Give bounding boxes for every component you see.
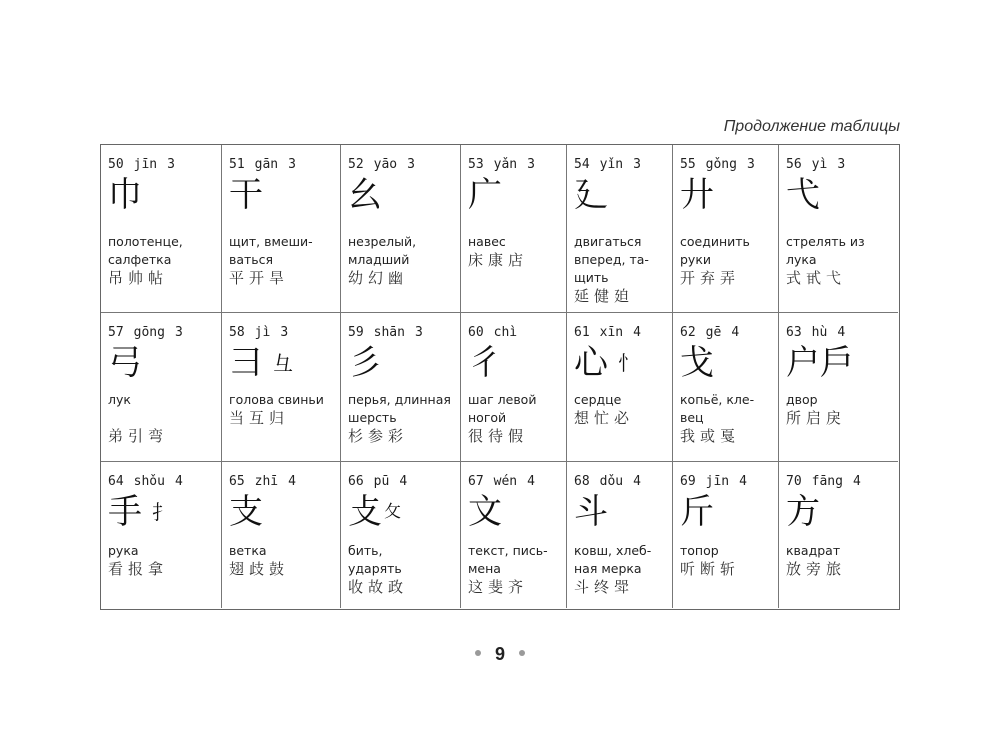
radical-meaning: лук — [108, 392, 131, 407]
radical-stroke-count: 4 — [852, 474, 861, 489]
radicals-table — [100, 144, 900, 610]
radical-glyph: 弋 — [786, 175, 820, 215]
radical-meaning: стрелять из лука — [786, 234, 865, 267]
radical-glyph-line — [229, 343, 340, 383]
table-continuation-caption: Продолжение таблицы — [723, 118, 900, 135]
radical-meaning: шаг левой ногой — [468, 392, 537, 425]
radical-pinyin: hù — [811, 325, 828, 340]
radical-examples: 平开旱 — [229, 269, 290, 287]
radical-cell — [222, 313, 341, 462]
radical-stroke-count: 3 — [414, 325, 423, 340]
radical-pinyin: yǐn — [599, 157, 624, 172]
radical-number: 55 — [680, 157, 696, 172]
radical-glyph-line — [348, 492, 460, 532]
radical-cell — [461, 145, 567, 313]
radical-glyph-line — [786, 343, 898, 383]
radical-glyph-line — [229, 492, 340, 532]
radical-pinyin: xīn — [599, 325, 624, 340]
radical-header — [468, 157, 566, 173]
radical-number: 52 — [348, 157, 364, 172]
radical-stroke-count: 4 — [527, 474, 535, 489]
radical-glyph: 手 — [108, 492, 142, 532]
radical-meaning: бить, ударять — [348, 543, 402, 576]
radical-number: 60 — [468, 325, 484, 340]
radical-cell — [101, 313, 222, 462]
radical-cell — [673, 313, 779, 462]
radical-header — [680, 474, 778, 490]
radical-glyph-line — [680, 175, 778, 215]
radical-number: 58 — [229, 325, 245, 340]
radical-header — [680, 325, 778, 341]
radical-glyph-line — [108, 492, 221, 532]
radical-number: 70 — [786, 474, 802, 489]
radical-stroke-count: 3 — [527, 157, 535, 172]
radical-meaning: незрелый, младший — [348, 234, 417, 267]
radical-pinyin: gān — [254, 157, 279, 172]
radical-number: 56 — [786, 157, 802, 172]
radical-cell — [779, 462, 898, 608]
radical-examples: 翅歧鼓 — [229, 560, 290, 578]
radical-stroke-count: 4 — [633, 474, 641, 489]
radical-glyph-line — [786, 492, 898, 532]
radical-meaning: полотенце, салфетка — [108, 234, 183, 267]
radical-pinyin: jīn — [133, 157, 158, 172]
radical-stroke-count: 4 — [731, 325, 740, 340]
radical-glyph: 广 — [468, 175, 502, 215]
radical-examples: 想忙必 — [574, 409, 635, 427]
radical-stroke-count: 3 — [837, 157, 846, 172]
radical-meaning: навес — [468, 234, 506, 249]
radical-examples: 杉参彩 — [348, 427, 409, 445]
radical-glyph-line — [468, 343, 566, 383]
radical-pinyin: jì — [254, 325, 271, 340]
radical-pinyin: zhī — [254, 474, 279, 489]
radical-number: 65 — [229, 474, 245, 489]
radical-pinyin: shān — [373, 325, 405, 340]
radical-header — [348, 474, 460, 490]
radical-glyph: 斗 — [574, 492, 608, 532]
radical-cell — [673, 145, 779, 313]
radical-number: 62 — [680, 325, 696, 340]
radical-cell — [567, 462, 673, 608]
radical-examples: 吊帅帖 — [108, 269, 169, 287]
radical-header — [574, 474, 672, 490]
radical-pinyin: gǒng — [705, 157, 737, 172]
radical-glyph-line — [468, 492, 566, 532]
radical-number: 61 — [574, 325, 590, 340]
radical-meaning: топор — [680, 543, 719, 558]
radical-glyph-line — [348, 175, 460, 215]
radical-glyph: 攴 — [348, 492, 382, 532]
radical-header — [348, 325, 460, 341]
radical-variant: 戶 — [820, 343, 854, 383]
radical-examples: 听断斩 — [680, 560, 741, 578]
radical-glyph-line — [574, 343, 672, 383]
radical-stroke-count: 3 — [746, 157, 755, 172]
radical-pinyin: yāo — [373, 157, 398, 172]
radical-pinyin: shǒu — [133, 474, 165, 489]
radical-header — [229, 157, 340, 173]
radical-examples: 床康店 — [468, 251, 529, 269]
radical-meaning: соединить руки — [680, 234, 750, 267]
radical-number: 51 — [229, 157, 245, 172]
radical-stroke-count: 3 — [288, 157, 296, 172]
radical-variant: 扌 — [152, 500, 172, 524]
radical-pinyin: jīn — [705, 474, 730, 489]
page-dot-left — [475, 650, 481, 656]
radical-pinyin: wén — [493, 474, 518, 489]
radical-cell — [341, 462, 461, 608]
radical-number: 59 — [348, 325, 364, 340]
radical-stroke-count: 4 — [837, 325, 846, 340]
radical-number: 64 — [108, 474, 124, 489]
radical-cell — [101, 462, 222, 608]
radical-header — [786, 157, 898, 173]
radical-meaning: ветка — [229, 543, 267, 558]
radical-glyph: 戈 — [680, 343, 714, 383]
radical-glyph-line — [468, 175, 566, 215]
radical-examples: 我或戛 — [680, 427, 741, 445]
radical-cell — [461, 462, 567, 608]
radical-cell — [341, 313, 461, 462]
radical-glyph: 斤 — [680, 492, 714, 532]
radical-glyph: 支 — [229, 492, 263, 532]
radical-stroke-count: 3 — [633, 157, 641, 172]
radical-header — [108, 474, 221, 490]
radical-glyph: 文 — [468, 492, 502, 532]
radical-examples: 很待假 — [468, 427, 529, 445]
radical-glyph: 方 — [786, 492, 820, 532]
radical-pinyin: chì — [493, 325, 518, 340]
radical-stroke-count: 3 — [167, 157, 175, 172]
radical-stroke-count: 4 — [739, 474, 747, 489]
radical-glyph: 彡 — [348, 343, 382, 383]
radical-header — [680, 157, 778, 173]
radical-examples: 当互归 — [229, 409, 290, 427]
radical-header — [229, 325, 340, 341]
radical-cell — [779, 145, 898, 313]
radical-header — [574, 325, 672, 341]
radical-variant: 彑 — [273, 351, 293, 375]
radical-meaning: двор — [786, 392, 818, 407]
page-number — [0, 644, 1000, 665]
radical-stroke-count: 3 — [407, 157, 415, 172]
radical-number: 63 — [786, 325, 802, 340]
radical-header — [348, 157, 460, 173]
radical-pinyin: yì — [811, 157, 828, 172]
radical-stroke-count: 4 — [633, 325, 641, 340]
radical-examples: 所启戾 — [786, 409, 847, 427]
radical-number: 66 — [348, 474, 364, 489]
radical-stroke-count: 3 — [280, 325, 289, 340]
radical-header — [468, 325, 566, 341]
radical-meaning: квадрат — [786, 543, 841, 558]
radical-stroke-count: 3 — [174, 325, 183, 340]
radical-pinyin: fāng — [811, 474, 843, 489]
radical-cell — [101, 145, 222, 313]
radical-examples: 幼幻幽 — [348, 269, 409, 287]
radical-meaning: двигаться вперед, та- щить — [574, 234, 649, 285]
radical-stroke-count: 4 — [288, 474, 296, 489]
radical-number: 67 — [468, 474, 484, 489]
radical-glyph: 幺 — [348, 175, 382, 215]
radical-cell — [341, 145, 461, 313]
radical-meaning: сердце — [574, 392, 622, 407]
radical-header — [108, 157, 221, 173]
page-number-text: 9 — [494, 644, 505, 664]
radical-examples: 放旁旅 — [786, 560, 847, 578]
page-dot-right — [519, 650, 525, 656]
radical-meaning: текст, пись- мена — [468, 543, 548, 576]
radical-meaning: перья, длинная шерсть — [348, 392, 451, 425]
radical-header — [468, 474, 566, 490]
radical-glyph: 干 — [229, 175, 263, 215]
radical-glyph-line — [229, 175, 340, 215]
radical-meaning: голова свиньи — [229, 392, 324, 407]
radical-header — [786, 474, 898, 490]
radical-glyph: 彐 — [229, 343, 263, 383]
radical-number: 57 — [108, 325, 124, 340]
radical-number: 68 — [574, 474, 590, 489]
radical-glyph-line — [348, 343, 460, 383]
radical-cell — [567, 145, 673, 313]
radical-header — [108, 325, 221, 341]
radical-glyph: 弓 — [108, 343, 142, 383]
radical-cell — [222, 462, 341, 608]
radical-header — [574, 157, 672, 173]
radical-stroke-count: 4 — [174, 474, 183, 489]
radical-glyph: 巾 — [108, 175, 142, 215]
radical-stroke-count: 4 — [399, 474, 408, 489]
radical-cell — [461, 313, 567, 462]
radical-header — [229, 474, 340, 490]
radical-examples: 延健廹 — [574, 287, 635, 305]
radical-number: 69 — [680, 474, 696, 489]
radical-examples: 看报拿 — [108, 560, 169, 578]
spacer — [108, 409, 221, 427]
radical-cell — [567, 313, 673, 462]
radical-meaning: копьё, кле- вец — [680, 392, 755, 425]
radical-pinyin: gōng — [133, 325, 165, 340]
radical-variant: 忄 — [618, 351, 638, 375]
radical-examples: 斗终斝 — [574, 578, 635, 596]
radical-glyph: 户 — [786, 343, 820, 383]
radical-cell — [222, 145, 341, 313]
radical-glyph-line — [680, 492, 778, 532]
radical-number: 53 — [468, 157, 484, 172]
radical-glyph: 廴 — [574, 175, 608, 215]
radical-pinyin: pū — [373, 474, 390, 489]
radical-glyph: 彳 — [468, 343, 502, 383]
radical-header — [786, 325, 898, 341]
radical-examples: 式甙弋 — [786, 269, 847, 287]
radical-glyph-line — [108, 343, 221, 383]
radical-pinyin: yǎn — [493, 157, 518, 172]
radical-glyph-line — [680, 343, 778, 383]
radical-meaning: рука — [108, 543, 139, 558]
radical-number: 54 — [574, 157, 590, 172]
radical-variant: 攵 — [384, 502, 401, 522]
radical-examples: 开弃弄 — [680, 269, 741, 287]
radical-examples: 这斐齐 — [468, 578, 529, 596]
radical-glyph: 心 — [574, 343, 608, 383]
radical-examples: 弟引弯 — [108, 427, 169, 445]
radical-glyph-line — [574, 175, 672, 215]
radical-pinyin: gē — [705, 325, 722, 340]
radical-glyph-line — [108, 175, 221, 215]
radical-glyph-line — [786, 175, 898, 215]
radical-number: 50 — [108, 157, 124, 172]
radical-glyph-line — [574, 492, 672, 532]
radical-meaning: щит, вмеши- ваться — [229, 234, 313, 267]
radical-glyph: 廾 — [680, 175, 714, 215]
radical-cell — [673, 462, 779, 608]
radical-examples: 收故政 — [348, 578, 409, 596]
radical-cell — [779, 313, 898, 462]
radical-pinyin: dǒu — [599, 474, 624, 489]
radical-meaning: ковш, хлеб- ная мерка — [574, 543, 652, 576]
